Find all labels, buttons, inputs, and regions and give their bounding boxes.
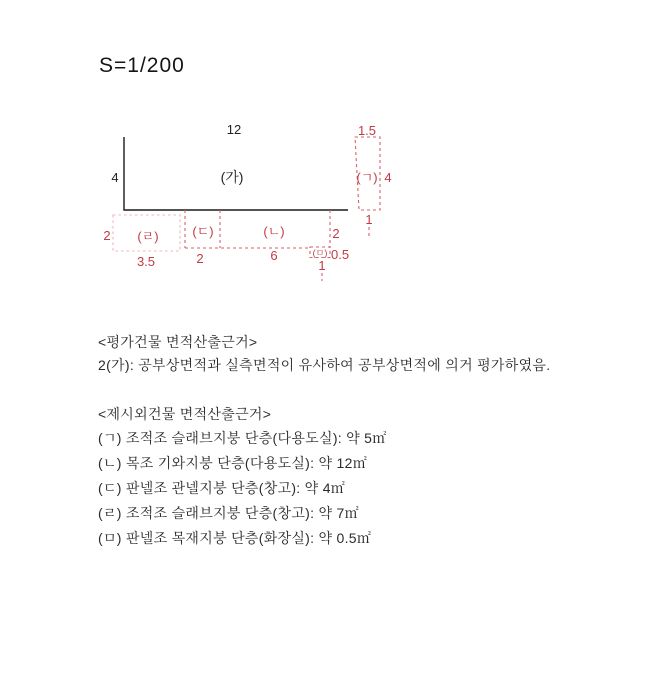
annex-r-label: (ㄹ): [137, 229, 159, 244]
main-building-label: (가): [220, 169, 244, 185]
main-building-width-label: 12: [226, 122, 242, 137]
main-building-height-label: 4: [111, 170, 119, 185]
annex-r-bottom-dim: 3.5: [136, 254, 156, 269]
annex-n-bottom-dim: 6: [270, 248, 278, 263]
extra-item-m: (ㅁ) 판넬조 목재지붕 단층(화장실): 약 0.5㎡: [98, 530, 372, 546]
annex-m-right-dim: 0.5: [331, 247, 350, 262]
extra-item-r: (ㄹ) 조적조 슬래브지붕 단층(창고): 약 7㎡: [98, 505, 359, 521]
extra-item-g: (ㄱ) 조적조 슬래브지붕 단층(다용도실): 약 5㎡: [98, 430, 387, 446]
annex-m-label: (ㅁ): [312, 248, 328, 258]
floor-plan-diagram: [95, 110, 415, 290]
annex-g-bottom-dim: 1: [365, 212, 373, 227]
annex-g-right-dim: 4: [384, 170, 392, 185]
annex-r-left-dim: 2: [103, 228, 111, 243]
annex-n-label: (ㄴ): [263, 224, 285, 239]
annex-d-bottom-dim: 2: [196, 251, 204, 266]
extra-item-d: (ㄷ) 판넬조 관넬지붕 단층(창고): 약 4㎡: [98, 480, 346, 496]
extra-section-heading: <제시외건물 면적산출근거>: [98, 406, 272, 422]
appraised-section-body: 2(가): 공부상면적과 실측면적이 유사하여 공부상면적에 의거 평가하였음.: [98, 357, 551, 373]
extra-item-n: (ㄴ) 목조 기와지붕 단층(다용도실): 약 12㎡: [98, 455, 367, 471]
annex-g-label: (ㄱ): [356, 170, 378, 185]
scale-label: S=1/200: [99, 54, 185, 77]
appraised-section-heading: <평가건물 면적산출근거>: [98, 334, 258, 350]
annex-m-bottom-dim: 1: [318, 258, 326, 273]
annex-d-label: (ㄷ): [192, 224, 214, 239]
annex-g-top-dim: 1.5: [357, 123, 377, 138]
floor-plan-svg: [95, 110, 415, 290]
annex-n-right-dim: 2: [332, 226, 340, 241]
